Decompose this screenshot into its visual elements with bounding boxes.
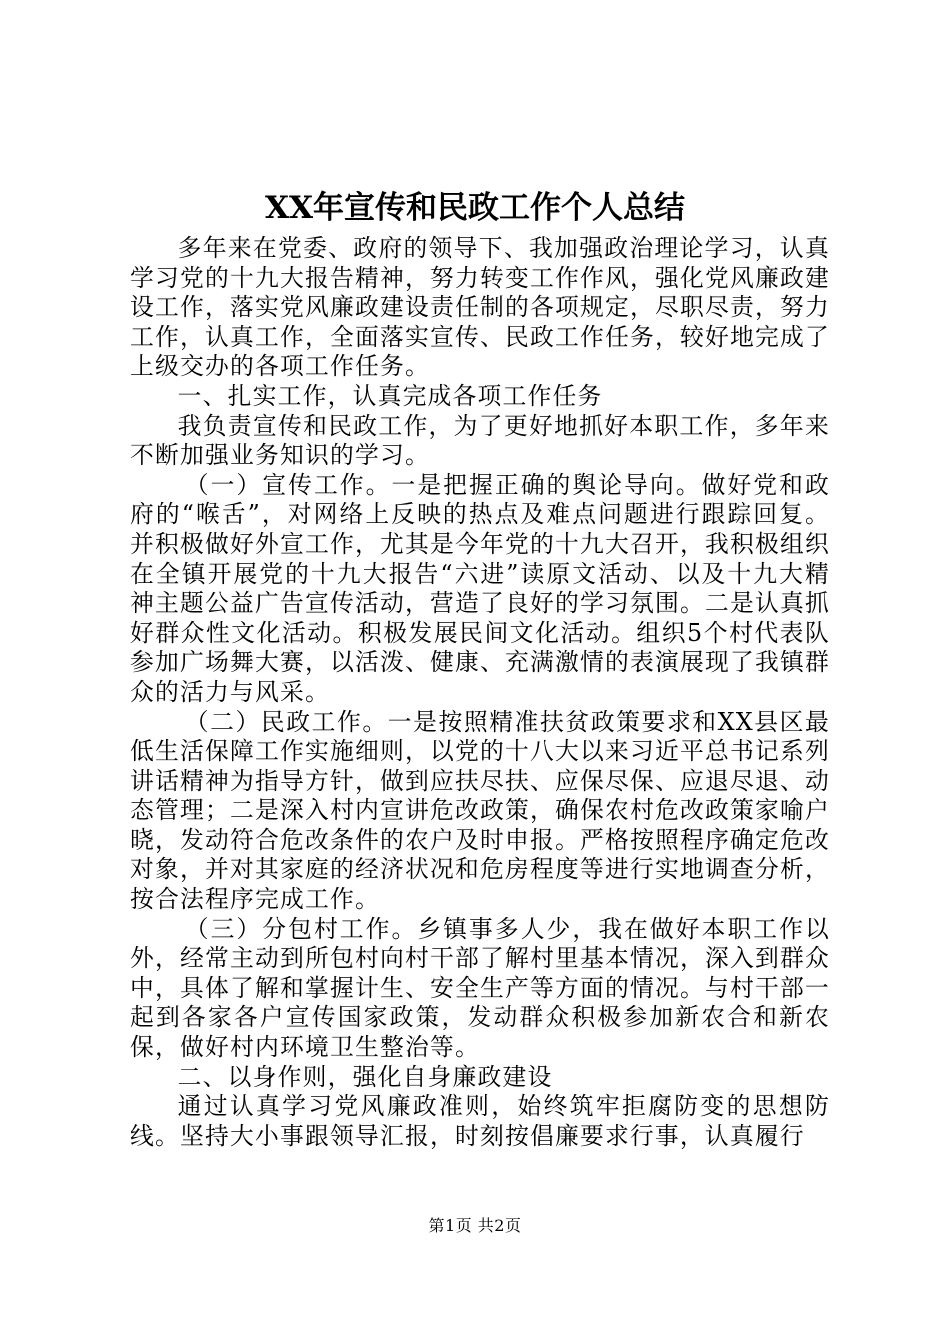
- paragraph-civil-affairs-work: （二）民政工作。一是按照精准扶贫政策要求和XX县区最低生活保障工作实施细则，以党的十八大以来习近平总书记系列讲话精神为指导方针，做到应扶尽扶、应保尽保、应退尽退、动态管理；二是深入村内宣讲危改政策，确保农村危改政策家喻户晓，发动符合危改条件的农户及时申报。严格按照程序确定危改对象，并对其家庭的经济状况和危房程度等进行实地调查分析，按合法程序完成工作。: [130, 707, 830, 914]
- document-body: [130, 234, 830, 1151]
- document-title: XX年宣传和民政工作个人总结: [264, 190, 686, 226]
- paragraph-village-work: （三）分包村工作。乡镇事多人少，我在做好本职工作以外，经常主动到所包村向村干部了解村里基本情况，深入到群众中，具体了解和掌握计生、安全生产等方面的情况。与村干部一起到各家各户宣传国家政策，发动群众积极参加新农合和新农保，做好村内环境卫生整治等。: [130, 914, 830, 1062]
- paragraph-duties: 我负责宣传和民政工作，为了更好地抓好本职工作，多年来不断加强业务知识的学习。: [130, 411, 830, 470]
- paragraph-intro: 多年来在党委、政府的领导下、我加强政治理论学习，认真学习党的十九大报告精神，努力转变工作作风，强化党风廉政建设工作，落实党风廉政建设责任制的各项规定，尽职尽责，努力工作，认真工作，全面落实宣传、民政工作任务，较好地完成了上级交办的各项工作任务。: [130, 234, 830, 381]
- section-heading-1: 一、扎实工作，认真完成各项工作任务: [177, 381, 603, 410]
- section-heading-2: 二、以身作则，强化自身廉政建设: [177, 1062, 553, 1091]
- paragraph-publicity-work: （一）宣传工作。一是把握正确的舆论导向。做好党和政府的“喉舌”，对网络上反映的热点及难点问题进行跟踪回复。并积极做好外宣工作，尤其是今年党的十九大召开，我积极组织在全镇开展党的十九大报告“六进”读原文活动、以及十九大精神主题公益广告宣传活动，营造了良好的学习氛围。二是认真抓好群众性文化活动。积极发展民间文化活动。组织5个村代表队参加广场舞大赛，以活泼、健康、充满激情的表演展现了我镇群众的活力与风采。: [130, 470, 830, 706]
- page-footer: 第1页 共2页: [428, 1216, 522, 1235]
- paragraph-integrity: 通过认真学习党风廉政准则，始终筑牢拒腐防变的思想防线。坚持大小事跟领导汇报，时刻按倡廉要求行事，认真履行: [130, 1092, 830, 1150]
